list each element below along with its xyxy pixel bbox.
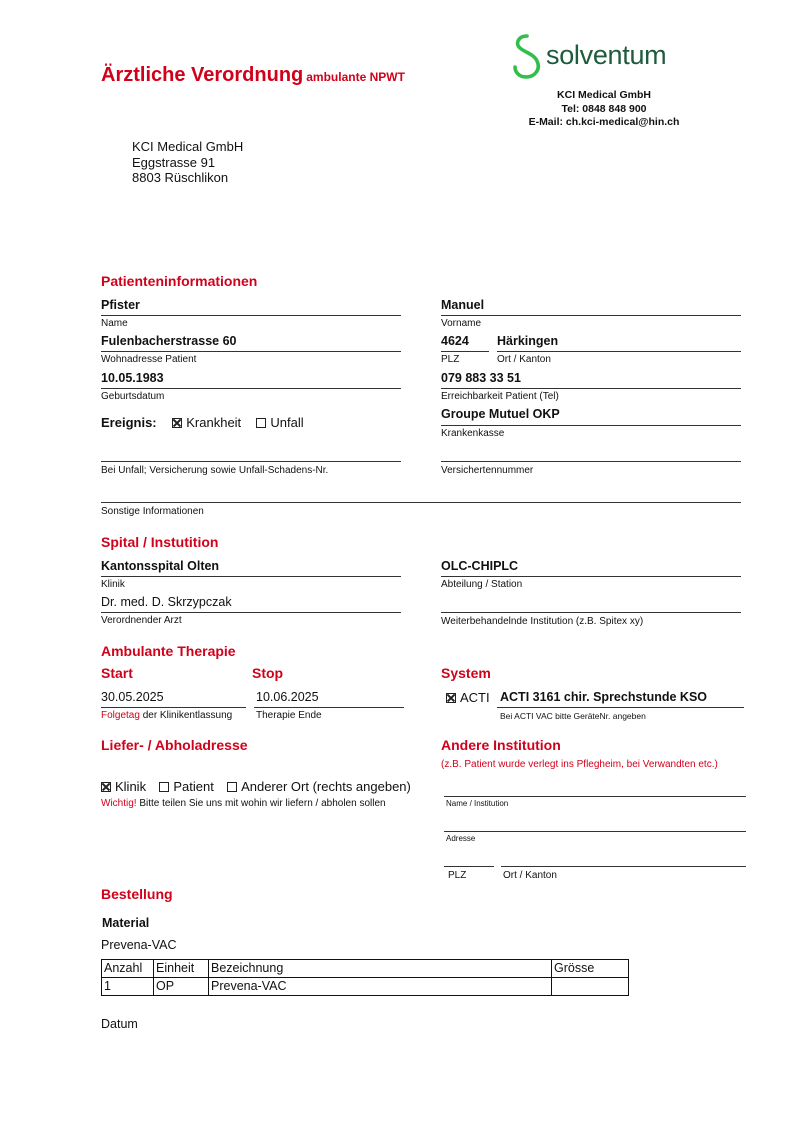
delivery-important (101, 798, 386, 809)
solventum-logo (510, 34, 667, 87)
insured-number-label: Versichertennummer (441, 465, 534, 476)
delivery-important-text: Bitte teilen Sie uns mit wohin wir liefern / abholen sollen (139, 798, 386, 809)
system-acti-checkbox[interactable] (446, 693, 456, 703)
insured-number-line[interactable] (441, 461, 741, 462)
order-material-label: Material (102, 916, 150, 930)
therapy-system-value[interactable]: ACTI 3161 chir. Sprechstunde KSO (500, 690, 708, 704)
patient-phone-label: Erreichbarkeit Patient (Tel) (441, 391, 559, 402)
recipient-name: KCI Medical GmbH (132, 139, 244, 154)
company-contact (510, 89, 698, 130)
hospital-doctor-line (101, 612, 401, 613)
delivery-important-label: Wichtig! (101, 798, 137, 809)
delivery-other-label: Anderer Ort (rechts angeben) (241, 779, 411, 794)
title-main: Ärztliche Verordnung (101, 64, 304, 86)
other-info-line[interactable] (101, 502, 741, 503)
order-cell-size[interactable] (552, 978, 629, 996)
section-patient: Patienteninformationen (101, 273, 258, 289)
order-header-unit: Einheit (154, 960, 209, 978)
logo-text: solventum (546, 40, 667, 70)
patient-birthdate-label: Geburtsdatum (101, 391, 165, 402)
patient-city-line (497, 351, 741, 352)
section-delivery: Liefer- / Abholadresse (101, 737, 248, 753)
patient-name[interactable]: Pfister (101, 298, 140, 312)
order-material-value: Prevena-VAC (101, 938, 177, 952)
patient-insurance[interactable]: Groupe Mutuel OKP (441, 407, 560, 421)
therapy-start-label-red: Folgetag (101, 710, 140, 721)
therapy-start-title: Start (101, 665, 133, 681)
delivery-patient-checkbox[interactable] (159, 782, 169, 792)
event-illness-label: Krankheit (186, 415, 242, 430)
patient-insurance-line (441, 425, 741, 426)
title-subtitle: ambulante NPWT (306, 70, 405, 84)
other-institution-address-label: Adresse (446, 834, 476, 843)
event-label: Ereignis: (101, 415, 157, 430)
event-accident-label: Unfall (270, 415, 304, 430)
patient-city[interactable]: Härkingen (497, 334, 559, 348)
system-acti-option (446, 690, 490, 705)
order-header-description: Bezeichnung (209, 960, 552, 978)
section-order: Bestellung (101, 886, 173, 902)
therapy-stop-line (254, 707, 404, 708)
patient-name-label: Name (101, 318, 128, 329)
patient-first-name[interactable]: Manuel (441, 298, 485, 312)
therapy-system-line (497, 707, 744, 708)
event-row (101, 415, 304, 430)
hospital-department[interactable]: OLC-CHIPLC (441, 559, 519, 573)
delivery-clinic-checkbox[interactable] (101, 782, 111, 792)
therapy-start-line (101, 707, 246, 708)
delivery-patient-label: Patient (173, 779, 214, 794)
event-accident-checkbox[interactable] (256, 418, 266, 428)
patient-first-name-label: Vorname (441, 318, 482, 329)
section-therapy: Ambulante Therapie (101, 643, 236, 659)
therapy-system-title: System (441, 665, 491, 681)
hospital-clinic[interactable]: Kantonsspital Olten (101, 559, 220, 573)
followup-institution-label: Weiterbehandelnde Institution (z.B. Spitex xy) (441, 616, 644, 627)
hospital-doctor[interactable]: Dr. med. D. Skrzypczak (101, 595, 232, 609)
accident-insurance-label: Bei Unfall; Versicherung sowie Unfall-Schadens-Nr. (101, 465, 329, 476)
hospital-clinic-line (101, 576, 401, 577)
hospital-doctor-label: Verordnender Arzt (101, 615, 182, 626)
company-name: KCI Medical GmbH (557, 89, 651, 101)
recipient-address (132, 139, 243, 186)
recipient-city: 8803 Rüschlikon (132, 170, 229, 185)
system-acti-label: ACTI (460, 690, 490, 705)
patient-phone-line (441, 388, 741, 389)
order-date-label: Datum (101, 1017, 138, 1031)
other-institution-city-line[interactable] (501, 866, 746, 867)
therapy-start-date[interactable]: 30.05.2025 (101, 690, 164, 704)
delivery-options (101, 779, 411, 794)
patient-address[interactable]: Fulenbacherstrasse 60 (101, 334, 237, 348)
therapy-stop-title: Stop (252, 665, 284, 681)
patient-name-line (101, 315, 401, 316)
order-cell-description[interactable]: Prevena-VAC (209, 978, 552, 996)
other-institution-plz-label: PLZ (448, 870, 467, 881)
order-table (101, 959, 629, 996)
patient-plz-label: PLZ (441, 354, 460, 365)
document-title (101, 64, 405, 87)
other-institution-address-line[interactable] (444, 831, 746, 832)
patient-birthdate-line (101, 388, 401, 389)
order-table-header (102, 960, 629, 978)
patient-plz-line (441, 351, 489, 352)
accident-insurance-line[interactable] (101, 461, 401, 462)
patient-phone[interactable]: 079 883 33 51 (441, 371, 521, 385)
patient-plz[interactable]: 4624 (441, 334, 469, 348)
other-institution-name-line[interactable] (444, 796, 746, 797)
company-tel: Tel: 0848 848 900 (561, 102, 647, 115)
therapy-stop-label: Therapie Ende (256, 710, 322, 721)
patient-insurance-label: Krankenkasse (441, 428, 505, 439)
patient-address-line (101, 351, 401, 352)
recipient-street: Eggstrasse 91 (132, 154, 216, 170)
followup-institution-line[interactable] (441, 612, 741, 613)
event-illness-checkbox[interactable] (172, 418, 182, 428)
patient-address-label: Wohnadresse Patient (101, 354, 197, 365)
hospital-department-label: Abteilung / Station (441, 579, 523, 590)
order-cell-unit[interactable]: OP (154, 978, 209, 996)
therapy-stop-date[interactable]: 10.06.2025 (256, 690, 319, 704)
other-institution-city-label: Ort / Kanton (503, 870, 557, 881)
patient-first-name-line (441, 315, 741, 316)
delivery-other-checkbox[interactable] (227, 782, 237, 792)
hospital-clinic-label: Klinik (101, 579, 125, 590)
solventum-logo-icon (510, 34, 546, 82)
other-institution-hint: (z.B. Patient wurde verlegt ins Pflegheim, bei Verwandten etc.) (441, 759, 718, 770)
section-hospital: Spital / Instutition (101, 534, 219, 550)
patient-birthdate[interactable]: 10.05.1983 (101, 371, 164, 385)
order-header-size: Grösse (552, 960, 629, 978)
patient-city-label: Ort / Kanton (497, 354, 551, 365)
therapy-start-label-rest: der Klinikentlassung (142, 710, 233, 721)
therapy-system-note: Bei ACTI VAC bitte GeräteNr. angeben (500, 711, 646, 721)
section-other-institution: Andere Institution (441, 737, 561, 753)
order-cell-quantity[interactable]: 1 (102, 978, 154, 996)
hospital-department-line (441, 576, 741, 577)
other-institution-plz-line[interactable] (444, 866, 494, 867)
other-info-label: Sonstige Informationen (101, 506, 204, 517)
company-email: E-Mail: ch.kci-medical@hin.ch (528, 116, 680, 128)
other-institution-name-label: Name / Institution (446, 799, 509, 808)
therapy-start-label (101, 710, 232, 721)
table-row (102, 978, 629, 996)
delivery-clinic-label: Klinik (115, 779, 147, 794)
order-header-quantity: Anzahl (102, 960, 154, 978)
